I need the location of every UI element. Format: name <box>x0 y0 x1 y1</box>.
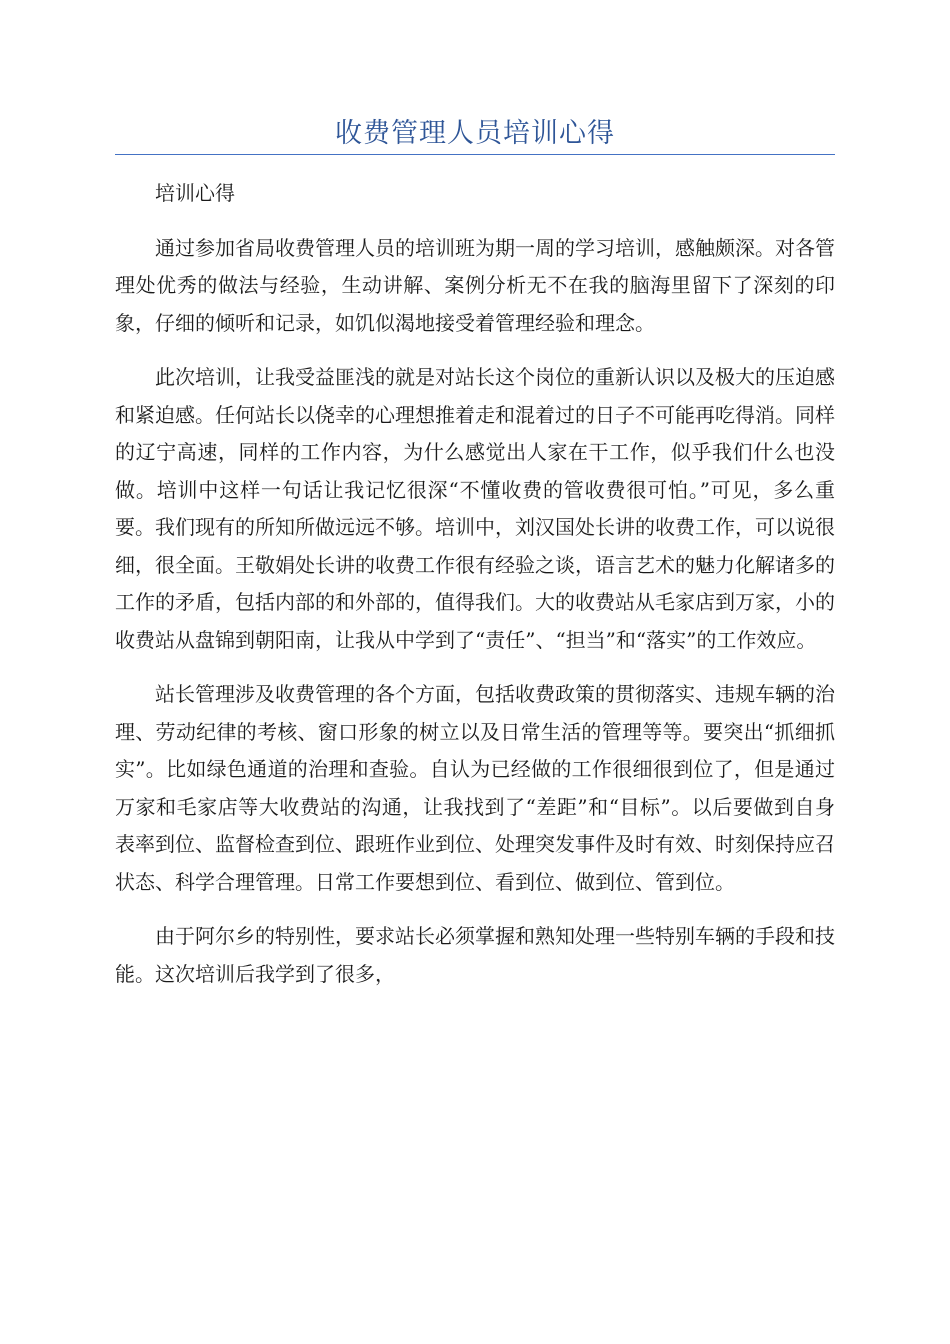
paragraph: 通过参加省局收费管理人员的培训班为期一周的学习培训，感触颇深。对各管理处优秀的做法与经验，生动讲解、案例分析无不在我的脑海里留下了深刻的印象，仔细的倾听和记录，如饥似渴地接受着管理经验和理念。 <box>115 235 835 335</box>
paragraph: 由于阿尔乡的特别性，要求站长必须掌握和熟知处理一些特别车辆的手段和技能。这次培训后我学到了很多， <box>115 924 835 986</box>
document-body <box>115 175 835 1010</box>
document-title: 收费管理人员培训心得 <box>335 118 615 149</box>
paragraph-heading: 培训心得 <box>155 181 235 205</box>
paragraph: 此次培训，让我受益匪浅的就是对站长这个岗位的重新认识以及极大的压迫感和紧迫感。任何站长以侥幸的心理想推着走和混着过的日子不可能再吃得消。同样的辽宁高速，同样的工作内容，为什么感觉出人家在干工作，似乎我们什么也没做。培训中这样一句话让我记忆很深“不懂收费的管收费很可怕。”可见，多么重要。我们现有的所知所做远远不够。培训中，刘汉国处长讲的收费工作，可以说很细，很全面。王敬娟处长讲的收费工作很有经验之谈，语言艺术的魅力化解诸多的工作的矛盾，包括内部的和外部的，值得我们。大的收费站从毛家店到万家，小的收费站从盘锦到朝阳南，让我从中学到了“责任”、“担当”和“落实”的工作效应。 <box>115 365 835 652</box>
paragraph: 站长管理涉及收费管理的各个方面，包括收费政策的贯彻落实、违规车辆的治理、劳动纪律的考核、窗口形象的树立以及日常生活的管理等等。要突出“抓细抓实”。比如绿色通道的治理和查验。自认为已经做的工作很细很到位了，但是通过万家和毛家店等大收费站的沟通，让我找到了“差距”和“目标”。以后要做到自身表率到位、监督检查到位、跟班作业到位、处理突发事件及时有效、时刻保持应召状态、科学合理管理。日常工作要想到位、看到位、做到位、管到位。 <box>115 682 835 894</box>
title-underline <box>115 154 835 155</box>
